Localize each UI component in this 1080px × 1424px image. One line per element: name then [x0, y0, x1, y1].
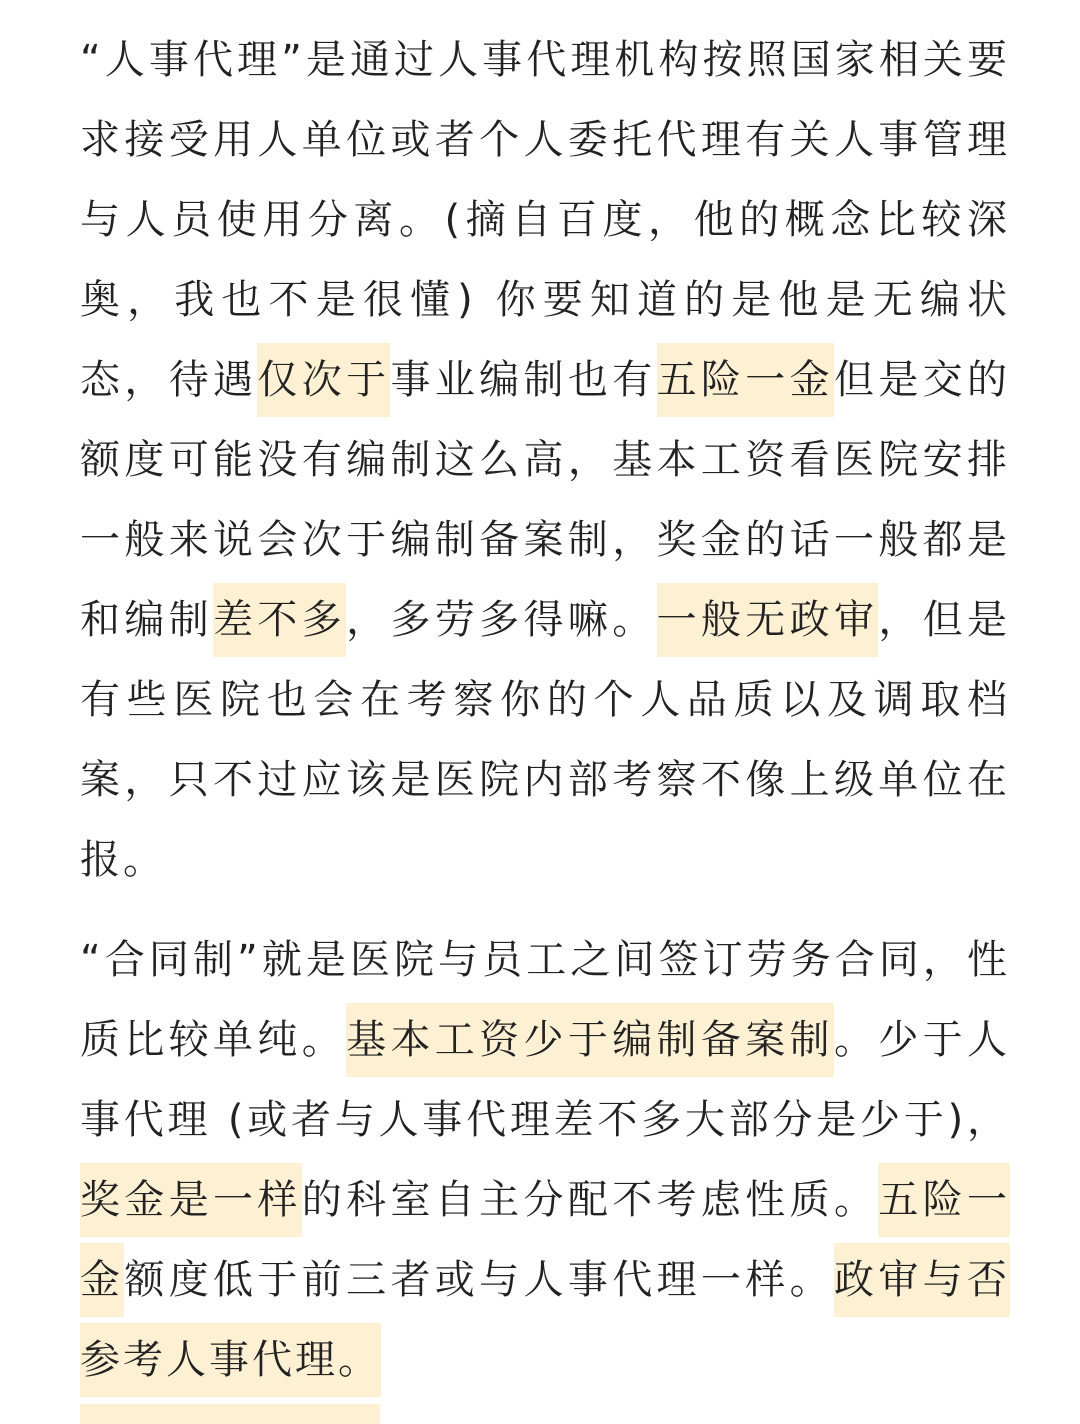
- text-segment: 额度低于前三者或与人事代理一样。: [124, 1257, 834, 1303]
- highlight-bottom-edge: [80, 1404, 380, 1424]
- text-segment: “人事代理”是通过人事代理机构按照国家相关要求接受用人单位或者个人委托代理有关人事管理与人员使用分离。(摘自百度，他的概念比较深奥，我也不是很懂) 你要知道的是他是无编状态，待遇: [80, 37, 1010, 403]
- highlighted-phrase: 政审与否参考人事代理。: [80, 1243, 1010, 1397]
- article-body: [80, 20, 1010, 1400]
- text-segment: ，多劳多得嘛。: [346, 597, 657, 643]
- paragraph-contract-system: [80, 920, 1010, 1400]
- highlighted-phrase: 五险一金: [80, 1163, 1010, 1317]
- paragraph-personnel-agency: [80, 20, 1010, 900]
- highlighted-phrase: 一般无政审: [657, 583, 879, 657]
- highlighted-phrase: 奖金是一样: [80, 1163, 302, 1237]
- text-segment: 但是交的额度可能没有编制这么高，基本工资看医院安排一般来说会次于编制备案制，奖金的话一般都是和编制: [80, 357, 1011, 643]
- highlighted-phrase: 五险一金: [657, 343, 834, 417]
- highlighted-phrase: 仅次于: [257, 343, 390, 417]
- text-segment: “合同制”就是医院与员工之间签订劳务合同，性质比较单纯。: [80, 937, 1010, 1063]
- text-segment: 。少于人事代理 (或者与人事代理差不多大部分是少于)，: [80, 1017, 1011, 1143]
- highlighted-phrase: 基本工资少于编制备案制: [346, 1003, 834, 1077]
- text-segment: ，但是有些医院也会在考察你的个人品质以及调取档案，只不过应该是医院内部考察不像上级单位在报。: [80, 597, 1011, 883]
- highlighted-phrase: 差不多: [213, 583, 346, 657]
- text-segment: 事业编制也有: [390, 357, 657, 403]
- text-segment: 的科室自主分配不考虑性质。: [301, 1177, 879, 1223]
